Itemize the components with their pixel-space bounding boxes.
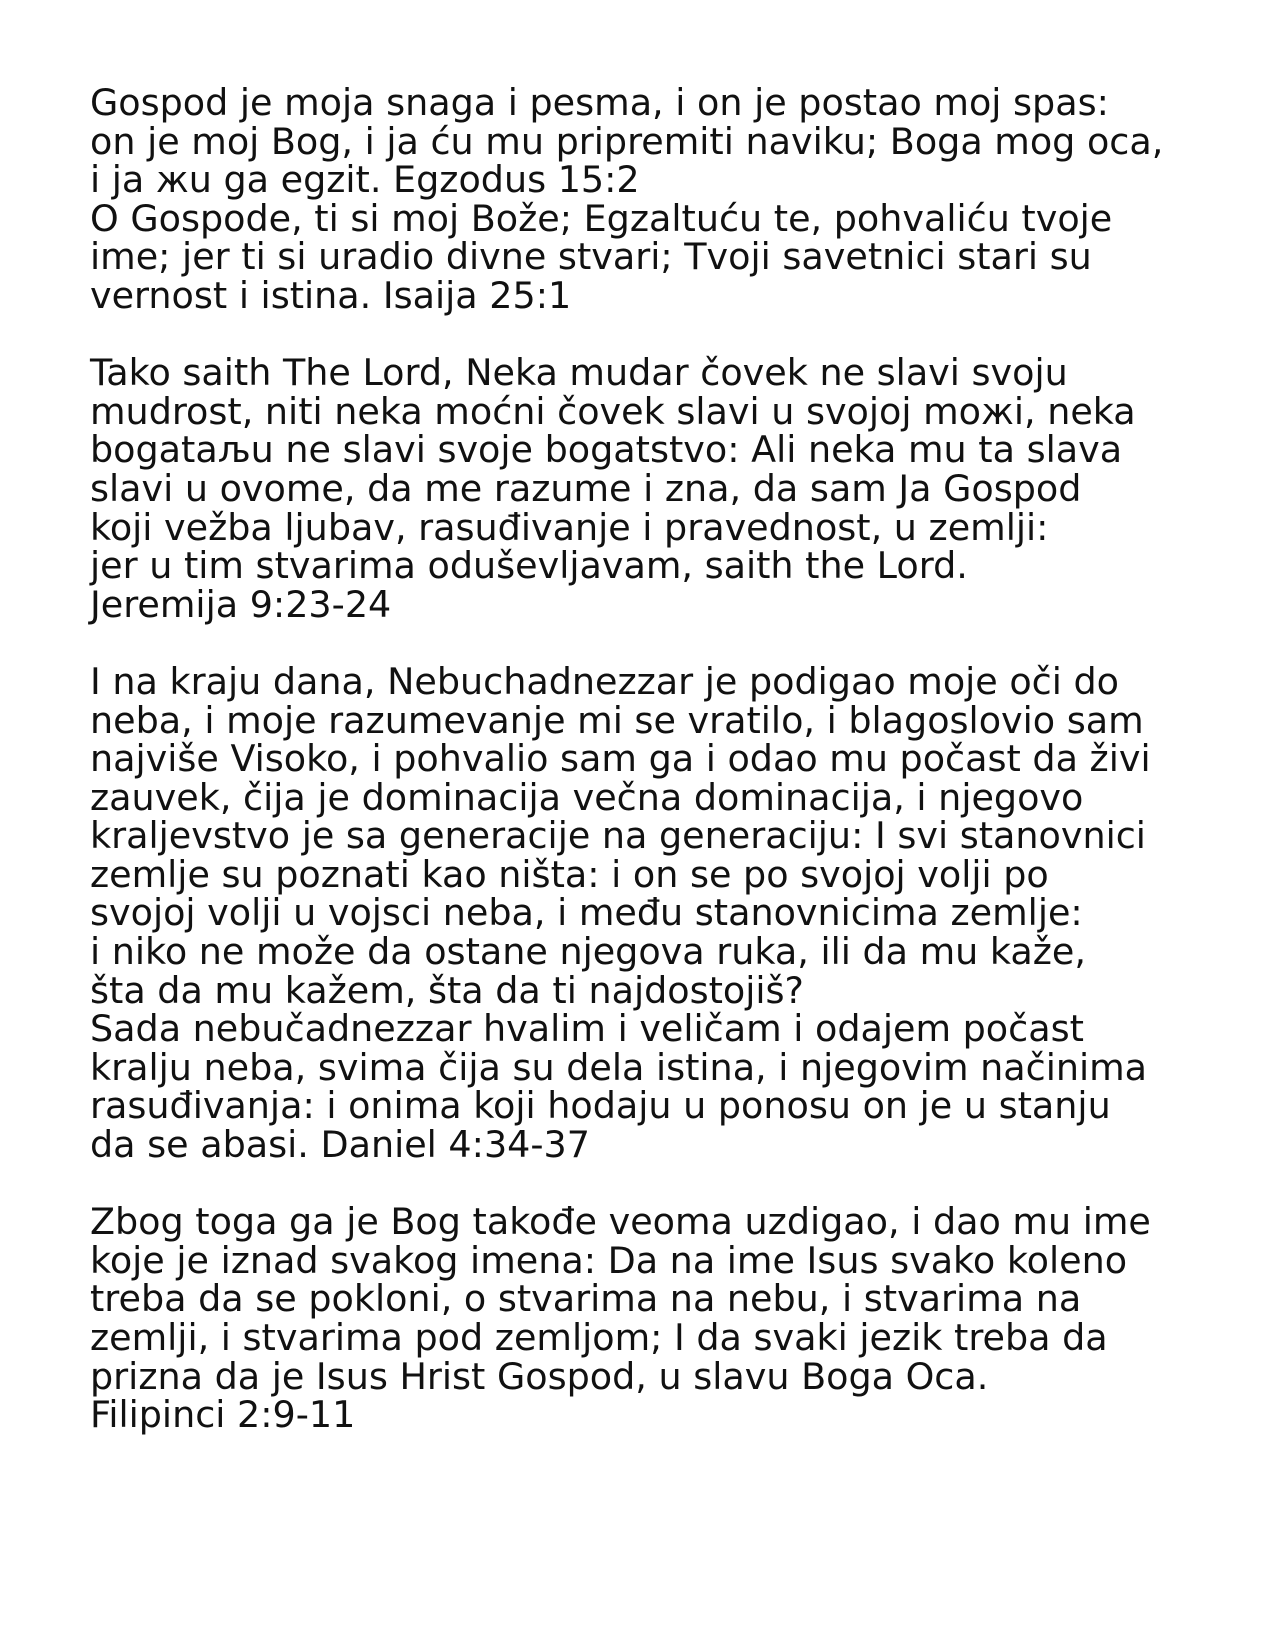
- text-line: svojoj volji u vojsci neba, i među stanovnicima zemlje:: [90, 891, 1083, 935]
- text-line: on je moj Bog, i ja ću mu pripremiti naviku; Boga mog oca,: [90, 119, 1164, 163]
- text-line: Filipinci 2:9-11: [90, 1393, 356, 1437]
- text-line: Jeremija 9:23-24: [90, 582, 392, 626]
- text-line: mudrost, niti neka moćni čovek slavi u svojoj moжi, neka: [90, 389, 1136, 433]
- text-line: i niko ne može da ostane njegova ruka, ili da mu kaže,: [90, 930, 1086, 974]
- document-page: [90, 81, 1240, 1437]
- text-line: Tako saith The Lord, Neka mudar čovek ne slavi svoju: [90, 351, 1068, 395]
- text-line: kraljevstvo je sa generacije na generaciju: I svi stanovnici: [90, 814, 1146, 858]
- text-line: zemlje su poznati kao ništa: i on se po svojoj volji po: [90, 852, 1049, 896]
- passage-exodus-isaiah: [90, 81, 1240, 317]
- text-line: neba, i moje razumevanje mi se vratilo, i blagoslovio sam: [90, 698, 1144, 742]
- text-line: Sada nebučadnezzar hvalim i veličam i odajem počast: [90, 1007, 1084, 1051]
- paragraph-gap: [90, 316, 1240, 355]
- text-line: ime; jer ti si uradio divne stvari; Tvoji savetnici stari su: [90, 235, 1092, 279]
- text-line: koje je iznad svakog imena: Da na ime Isus svako koleno: [90, 1238, 1128, 1282]
- text-line: slavi u ovome, da me razume i zna, da sam Ja Gospod: [90, 466, 1082, 510]
- text-line: O Gospode, ti si moj Bože; Egzaltuću te, pohvaliću tvoje: [90, 196, 1113, 240]
- text-line: zemlji, i stvarima pod zemljom; I da svaki jezik treba da: [90, 1316, 1108, 1359]
- text-line: zauvek, čija je dominacija večna dominacija, i njegovo: [90, 775, 1084, 819]
- text-line: najviše Visoko, i pohvalio sam ga i odao mu počast da živi: [90, 737, 1151, 781]
- text-line: i ja жu ga egzit. Egzodus 15:2: [90, 158, 640, 202]
- text-line: rasuđivanja: i onima koji hodaju u ponosu on je u stanju: [90, 1084, 1111, 1128]
- text-line: Zbog toga ga je Bog takođe veoma uzdigao, i dao mu ime: [90, 1200, 1151, 1244]
- text-line: koji vežba ljubav, rasuđivanje i pravednost, u zemlji:: [90, 505, 1049, 549]
- text-line: bogataљu ne slavi svoje bogatstvo: Ali neka mu ta slava: [90, 428, 1123, 472]
- text-line: prizna da je Isus Hrist Gospod, u slavu Boga Oca.: [90, 1354, 989, 1398]
- passage-jeremiah: [90, 351, 1240, 626]
- paragraph-gap: [90, 624, 1240, 663]
- text-line: šta da mu kažem, šta da ti najdostojiš?: [90, 968, 804, 1012]
- text-line: vernost i istina. Isaija 25:1: [90, 273, 572, 317]
- text-line: jer u tim stvarima oduševljavam, saith the Lord.: [90, 544, 968, 588]
- text-line: treba da se pokloni, o stvarima na nebu, i stvarima na: [90, 1277, 1082, 1321]
- text-line: I na kraju dana, Nebuchadnezzar je podigao moje oči do: [90, 659, 1119, 703]
- text-line: da se abasi. Daniel 4:34-37: [90, 1123, 591, 1167]
- passage-philippians: [90, 1200, 1240, 1437]
- passage-daniel: [90, 659, 1240, 1167]
- text-line: Gospod je moja snaga i pesma, i on je postao moj spas:: [90, 81, 1109, 124]
- paragraph-gap: [90, 1165, 1240, 1204]
- text-line: kralju neba, svima čija su dela istina, i njegovim načinima: [90, 1045, 1148, 1089]
